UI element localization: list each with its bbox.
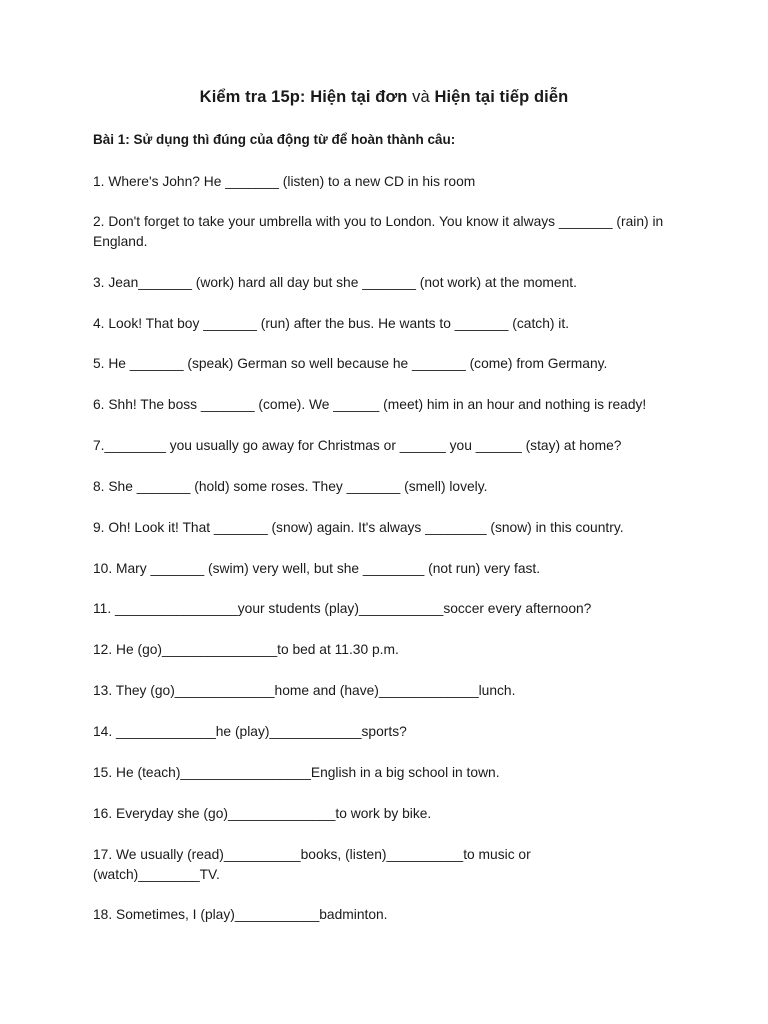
question-10: 10. Mary _______ (swim) very well, but she ________ (not run) very fast.	[93, 561, 541, 576]
question-9: 9. Oh! Look it! That _______ (snow) again. It's always ________ (snow) in this country.	[93, 520, 624, 535]
question-14: 14. _____________he (play)____________sports?	[93, 724, 407, 739]
question-2: 2. Don't forget to take your umbrella with you to London. You know it always _______ (rain) in England.	[93, 214, 668, 249]
question-13: 13. They (go)_____________home and (have)_____________lunch.	[93, 683, 516, 698]
question-8: 8. She _______ (hold) some roses. They _______ (smell) lovely.	[93, 479, 488, 494]
question-5: 5. He _______ (speak) German so well because he _______ (come) from Germany.	[93, 356, 608, 371]
title-connector: và	[412, 88, 430, 106]
question-15: 15. He (teach)_________________English in a big school in town.	[93, 765, 500, 780]
question-11: 11. ________________your students (play)___________soccer every afternoon?	[93, 601, 592, 616]
question-7: 7.________ you usually go away for Christmas or ______ you ______ (stay) at home?	[93, 438, 622, 453]
question-6: 6. Shh! The boss _______ (come). We ______ (meet) him in an hour and nothing is ready!	[93, 397, 647, 412]
question-3: 3. Jean_______ (work) hard all day but she _______ (not work) at the moment.	[93, 275, 577, 290]
question-4: 4. Look! That boy _______ (run) after the bus. He wants to _______ (catch) it.	[93, 316, 570, 331]
question-17: 17. We usually (read)__________books, (listen)__________to music or (watch)________TV.	[93, 847, 535, 882]
page-title	[0, 88, 768, 107]
question-12: 12. He (go)_______________to bed at 11.30 p.m.	[93, 642, 399, 657]
title-part-1: Kiểm tra 15p: Hiện tại đơn	[199, 88, 413, 106]
title-part-2: Hiện tại tiếp diễn	[429, 88, 569, 106]
question-1: 1. Where's John? He _______ (listen) to a new CD in his room	[93, 174, 476, 189]
section-heading: Bài 1: Sử dụng thì đúng của động từ để hoàn thành câu:	[93, 132, 456, 147]
question-16: 16. Everyday she (go)______________to work by bike.	[93, 806, 432, 821]
question-18: 18. Sometimes, I (play)___________badminton.	[93, 907, 388, 922]
